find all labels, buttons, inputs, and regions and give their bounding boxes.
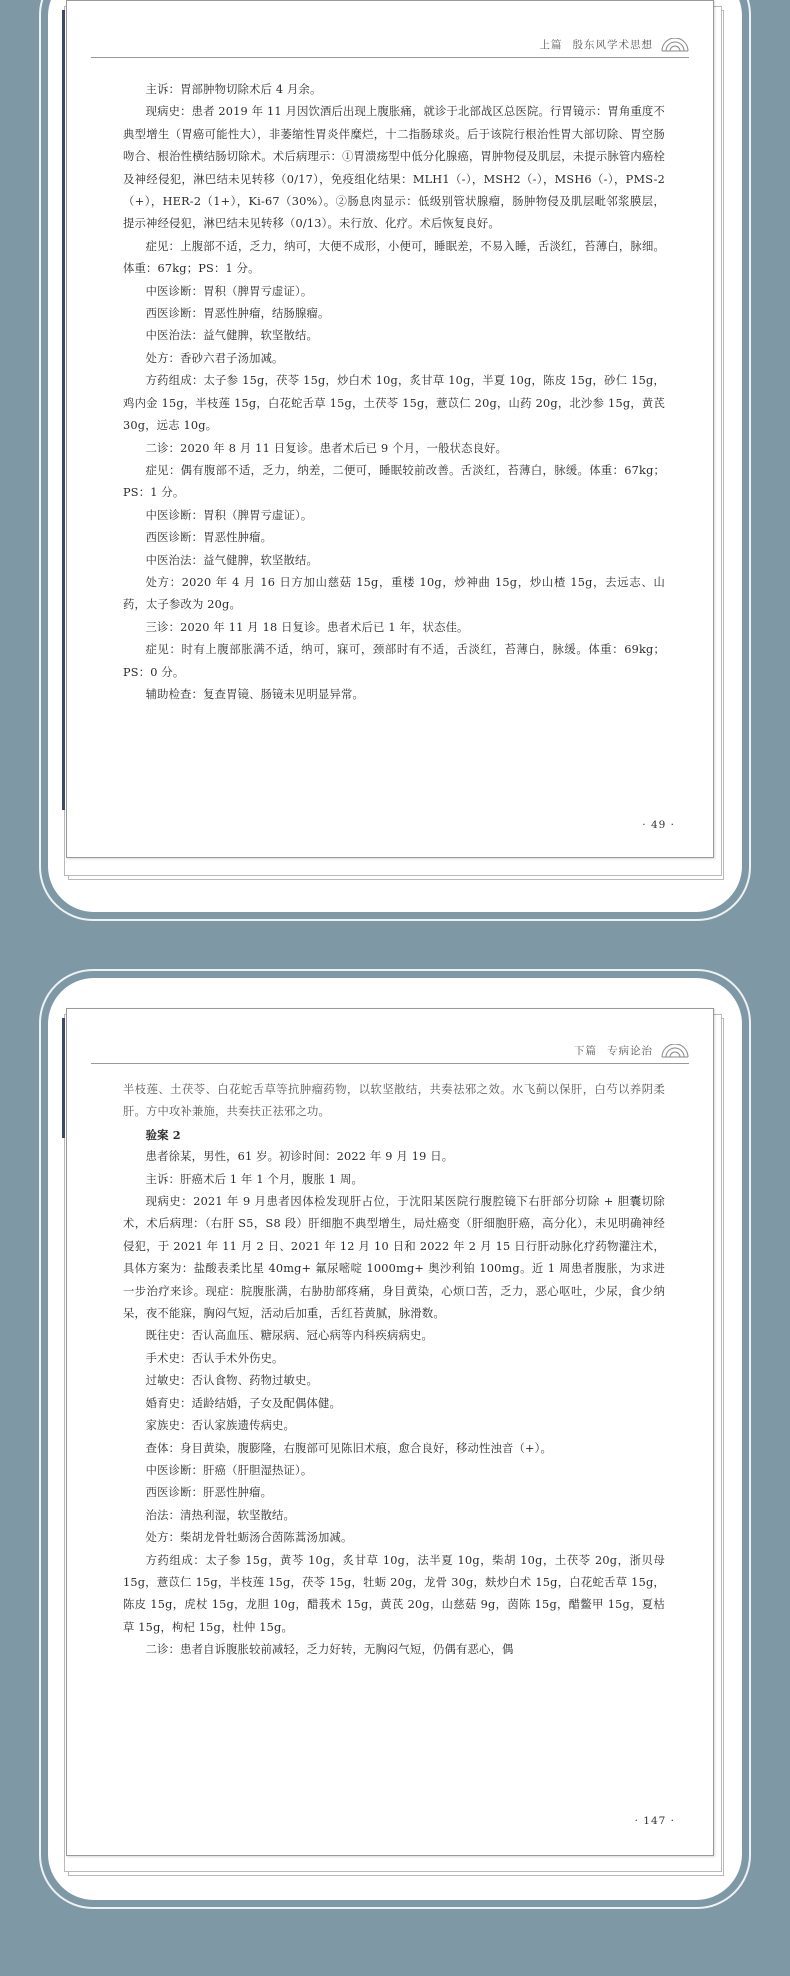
book-spine-edge [62,1018,65,1138]
paragraph: 处方：香砂六君子汤加减。 [145,351,284,365]
page-number: · 49 · [642,819,675,831]
header-title: 殷东风学术思想 [572,39,653,51]
paragraph: 处方：2020 年 4 月 16 日方加山慈菇 15g，重楼 10g，炒神曲 15g，炒山楂 15g，去远志、山药，太子参改为 20g。 [123,575,665,612]
paragraph: 症见：偶有腹部不适，乏力，纳差，二便可，睡眠较前改善。舌淡红，苔薄白，脉缓。体重：67kg；PS：1 分。 [123,463,665,500]
paragraph: 处方：柴胡龙骨牡蛎汤合茵陈蒿汤加减。 [145,1531,353,1545]
paragraph: 既往史：否认高血压、糖尿病、冠心病等内科疾病病史。 [145,1329,434,1343]
paragraph: 西医诊断：肝恶性肿瘤。 [145,1486,273,1500]
running-header [540,37,690,52]
header-rule [91,1063,689,1064]
running-header [574,1043,689,1058]
header-section: 下篇 [574,1045,597,1057]
paragraph: 二诊：2020 年 8 月 11 日复诊。患者术后已 9 个月，一般状态良好。 [145,441,508,455]
paragraph: 三诊：2020 年 11 月 18 日复诊。患者术后已 1 年，状态佳。 [145,620,469,634]
paragraph: 辅助检查：复查胃镜、肠镜未见明显异常。 [145,687,365,701]
paragraph: 症见：上腹部不适，乏力，纳可，大便不成形，小便可，睡眠差，不易入睡，舌淡红，苔薄白，脉细。体重：67kg；PS：1 分。 [123,239,665,276]
fan-ornament-icon [661,1044,689,1058]
paragraph: 中医诊断：胃积（脾胃亏虚证）。 [145,508,313,522]
paragraph: 手术史：否认手术外伤史。 [145,1351,284,1365]
paragraph: 现病史：患者 2019 年 11 月因饮酒后出现上腹胀痛，就诊于北部战区总医院。行胃镜示：胃角重度不典型增生（胃癌可能性大），非萎缩性胃炎伴糜烂，十二指肠球炎。后于该院行根治性胃大部切除、胃空肠吻合、根治性横结肠切除术。术后病理示：①胃溃疡型中低分化腺癌，胃肿物侵及肌层，未提示脉管内癌栓及神经侵犯，淋巴结未见转移（0/17），免疫组化结果：MLH1（-），MSH2（-），MSH6（-），PMS-2（+），HER-2（1+），Ki-67（30%）。②肠息肉显示：低级别管状腺瘤，肠肿物侵及肌层毗邻浆膜层，提示神经侵犯，淋巴结未见转移（0/13）。未行放、化疗。术后恢复良好。 [123,105,665,231]
paragraph: 过敏史：否认食物、药物过敏史。 [145,1374,319,1388]
paragraph: 西医诊断：胃恶性肿瘤。 [145,531,273,545]
carryover-paragraph: 半枝莲、土茯苓、白花蛇舌草等抗肿瘤药物，以软坚散结，共奏祛邪之效。水飞蓟以保肝，白芍以养阴柔肝。方中攻补兼施，共奏扶正祛邪之功。 [123,1083,665,1119]
fan-ornament-icon [661,38,689,52]
paragraph: 婚育史：适龄结婚，子女及配偶体健。 [145,1396,342,1410]
paragraph: 中医治法：益气健脾，软坚散结。 [145,329,319,343]
paragraph: 查体：身目黄染，腹膨隆，右腹部可见陈旧术痕，愈合良好，移动性浊音（+）。 [145,1441,553,1455]
paragraph: 西医诊断：胃恶性肿瘤，结肠腺瘤。 [145,307,330,321]
page-card-top [48,0,742,912]
paragraph: 主诉：胃部肿物切除术后 4 月余。 [145,83,322,96]
page-number: · 147 · [634,1815,675,1827]
paragraph: 二诊：患者自诉腹胀较前减轻，乏力好转，无胸闷气短，仍偶有恶心，偶 [145,1643,514,1657]
header-title: 专病论治 [607,1045,653,1057]
header-rule [91,57,689,58]
paragraph: 现病史：2021 年 9 月患者因体检发现肝占位，于沈阳某医院行腹腔镜下右肝部分切除 + 胆囊切除术，术后病理：（右肝 S5，S8 段）肝细胞不典型增生，局灶癌变（肝细胞肝癌，高分化），未见明确神经侵犯，于 2021 年 11 月 2 日、2021 年 12 月 10 日和 2022 年 2 月 15 日行肝动脉化疗药物灌注术，具体方案为：盐酸表柔比星 40mg+ 氟尿嘧啶 1000mg+ 奥沙利铂 100mg。近 1 周患者腹胀，为求进一步治疗来诊。现症：脘腹胀满，右胁肋部疼痛，身目黄染，心烦口苦，乏力，恶心呕吐，少尿，食少纳呆，夜不能寐，胸闷气短，活动后加重，舌红苔黄腻，脉滑数。 [123,1195,665,1321]
paragraph: 治法：清热利湿，软坚散结。 [145,1508,296,1522]
case-title: 验案 2 [145,1127,181,1142]
paragraph: 症见：时有上腹部胀满不适，纳可，寐可，颈部时有不适，舌淡红，苔薄白，脉缓。体重：69kg；PS：0 分。 [123,643,665,679]
paragraph: 中医诊断：胃积（脾胃亏虚证）。 [145,284,313,298]
paragraph: 方药组成：太子参 15g，黄芩 10g，炙甘草 10g，法半夏 10g，柴胡 10g，土茯苓 20g，浙贝母 15g，薏苡仁 15g，半枝莲 15g，茯苓 15g，牡蛎 20g，龙骨 30g，麸炒白术 15g，白花蛇舌草 15g，陈皮 15g，虎杖 15g，龙胆 10g，醋莪术 15g，黄芪 20g，山慈菇 9g，茵陈 15g，醋鳖甲 15g，夏枯草 15g，枸杞 15g，杜仲 15g。 [123,1553,665,1634]
paragraph: 患者徐某，男性，61 岁。初诊时间：2022 年 9 月 19 日。 [145,1150,454,1164]
paragraph: 中医诊断：肝癌（肝胆湿热证）。 [145,1463,313,1477]
book-spine-edge [62,10,65,810]
book-page-49 [66,0,714,858]
page-card-bottom [48,978,742,1900]
body-text [123,79,665,706]
paragraph: 方药组成：太子参 15g，茯苓 15g，炒白术 10g，炙甘草 10g，半夏 10g，陈皮 15g，砂仁 15g，鸡内金 15g，半枝莲 15g，白花蛇舌草 15g，土茯苓 15g，薏苡仁 20g，山药 20g，北沙参 15g，黄芪 30g，远志 10g。 [123,374,665,433]
paragraph: 家族史：否认家族遗传病史。 [145,1419,296,1433]
paragraph: 中医治法：益气健脾，软坚散结。 [145,553,319,567]
body-text [123,1079,665,1662]
book-page-147 [66,1008,714,1856]
paragraph: 主诉：肝癌术后 1 年 1 个月，腹胀 1 周。 [145,1172,363,1186]
header-section: 上篇 [539,39,563,51]
